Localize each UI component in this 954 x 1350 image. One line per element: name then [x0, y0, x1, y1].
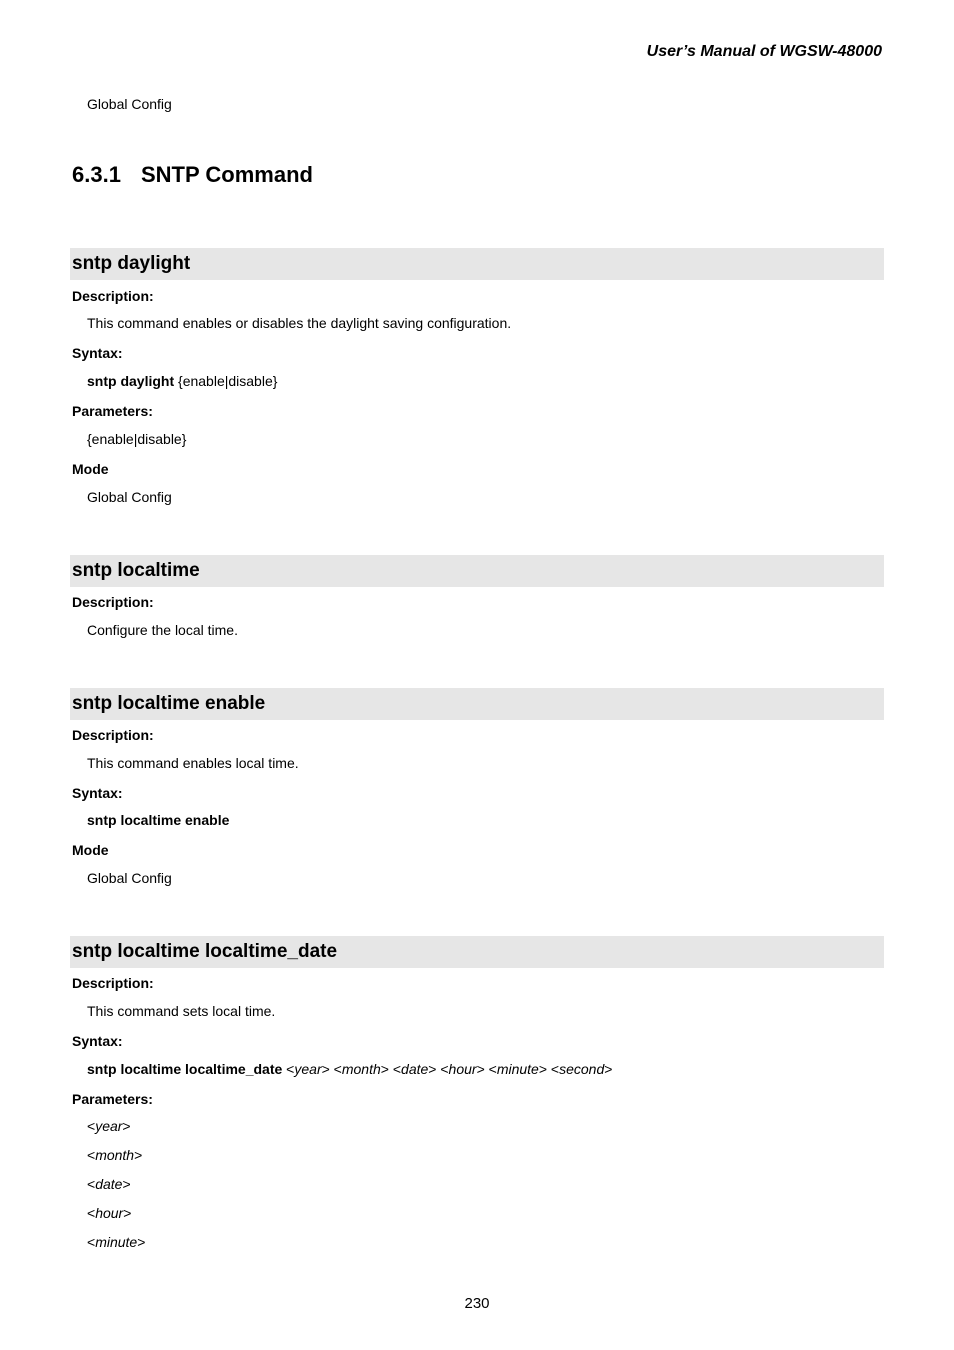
syntax-command: sntp localtime enable — [87, 812, 230, 828]
syntax-text: sntp localtime localtime_date <year> <month> <date> <hour> <minute> <second> — [87, 1061, 613, 1077]
top-mode-value: Global Config — [87, 96, 172, 112]
command-heading-band — [70, 555, 884, 587]
description-text: This command enables local time. — [87, 755, 299, 771]
syntax-arguments: {enable|disable} — [174, 373, 278, 389]
document-header-title: User’s Manual of WGSW-48000 — [646, 43, 882, 60]
page-number: 230 — [464, 1295, 490, 1312]
parameter-item: <hour> — [87, 1205, 132, 1221]
description-text: This command enables or disables the daylight saving configuration. — [87, 315, 512, 331]
syntax-arg: hour — [448, 1061, 477, 1077]
parameter-name: year — [95, 1118, 123, 1134]
command-heading-band — [70, 936, 884, 968]
syntax-label: Syntax: — [72, 1033, 123, 1049]
syntax-arg: month — [341, 1061, 381, 1077]
command-heading-band — [70, 688, 884, 720]
mode-value: Global Config — [87, 489, 172, 505]
command-heading-band — [70, 248, 884, 280]
parameter-item: <year> — [87, 1118, 131, 1134]
description-text: Configure the local time. — [87, 622, 238, 638]
description-text: This command sets local time. — [87, 1003, 276, 1019]
section-number: 6.3.1 — [72, 162, 121, 187]
syntax-text — [87, 373, 277, 389]
mode-label: Mode — [72, 842, 109, 858]
syntax-arg: minute — [496, 1061, 539, 1077]
syntax-label: Syntax: — [72, 345, 123, 361]
parameter-item: <month> — [87, 1147, 143, 1163]
parameters-label: Parameters: — [72, 403, 153, 419]
parameter-name: hour — [95, 1205, 124, 1221]
syntax-arg: second — [559, 1061, 605, 1077]
description-label: Description: — [72, 727, 154, 743]
description-label: Description: — [72, 288, 154, 304]
parameter-name: minute — [95, 1234, 138, 1250]
section-heading — [72, 162, 313, 188]
syntax-arg: date — [401, 1061, 429, 1077]
parameters-label: Parameters: — [72, 1091, 153, 1107]
description-label: Description: — [72, 975, 154, 991]
command-title: sntp localtime — [72, 560, 200, 581]
command-title: sntp daylight — [72, 253, 191, 274]
parameter-name: date — [95, 1176, 123, 1192]
section-title: SNTP Command — [141, 162, 313, 187]
syntax-arg: year — [294, 1061, 322, 1077]
syntax-command: sntp daylight — [87, 373, 175, 389]
syntax-command: sntp localtime localtime_date — [87, 1061, 283, 1077]
parameter-name: month — [95, 1147, 135, 1163]
syntax-label: Syntax: — [72, 785, 123, 801]
command-title: sntp localtime enable — [72, 693, 266, 714]
command-title: sntp localtime localtime_date — [72, 941, 338, 962]
mode-label: Mode — [72, 461, 109, 477]
description-label: Description: — [72, 594, 154, 610]
mode-value: Global Config — [87, 870, 172, 886]
parameter-item: <date> — [87, 1176, 131, 1192]
parameter-item: <minute> — [87, 1234, 146, 1250]
parameter-item: {enable|disable} — [87, 431, 187, 447]
